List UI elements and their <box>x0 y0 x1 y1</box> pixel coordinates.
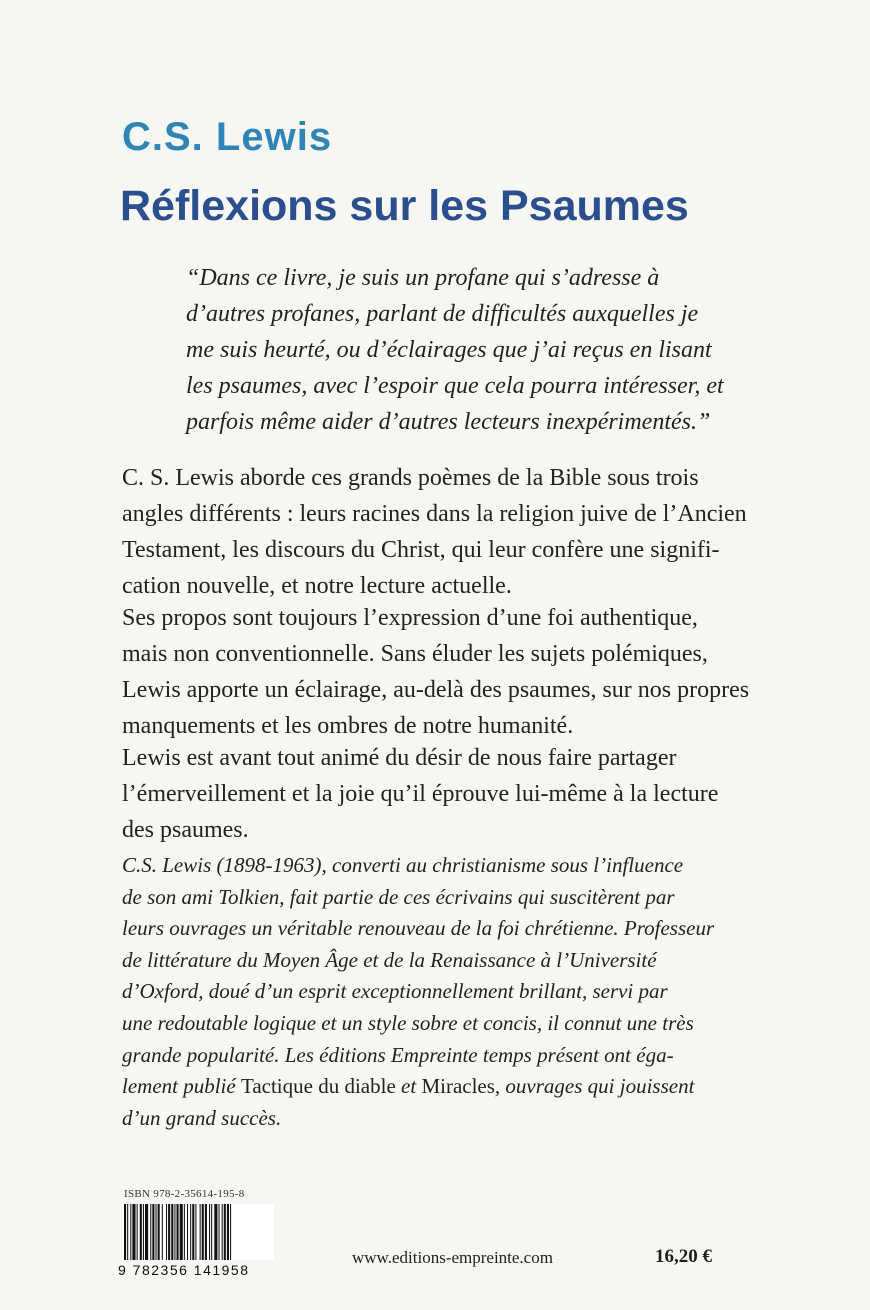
bio-line: leurs ouvrages un véritable renouveau de la foi chrétienne. Professeur <box>122 916 715 941</box>
bio-line <box>122 1071 752 1103</box>
author-quote <box>186 260 746 440</box>
text-line: C. S. Lewis aborde ces grands poèmes de la Bible sous trois <box>122 465 699 491</box>
author-biography <box>122 850 752 1134</box>
description-paragraph-3 <box>122 740 746 848</box>
barcode-bar <box>132 1204 135 1260</box>
barcode-bar <box>124 1204 126 1260</box>
bio-line: de littérature du Moyen Âge et de la Renaissance à l’Université <box>122 947 657 972</box>
barcode-bar <box>190 1204 191 1260</box>
quote-line: me suis heurté, ou d’éclairages que j’ai reçus en lisant <box>186 337 712 363</box>
bio-text: et <box>395 1074 422 1099</box>
barcode-bar <box>224 1204 226 1260</box>
barcode-bar <box>150 1204 151 1260</box>
isbn-label: ISBN 978-2-35614-195-8 <box>124 1188 245 1200</box>
text-line: l’émerveillement et la joie qu’il éprouve lui-même à la lecture <box>122 781 719 807</box>
bio-text: , ouvrages qui jouissent <box>494 1074 695 1099</box>
barcode-bar <box>209 1204 210 1260</box>
barcode-bar <box>162 1204 163 1260</box>
barcode-bar <box>222 1204 223 1260</box>
barcode-bar <box>174 1204 175 1260</box>
barcode-bars <box>122 1204 274 1260</box>
description-paragraph-1 <box>122 460 746 604</box>
book-title-reference: Tactique du diable <box>240 1074 396 1099</box>
bio-text: lement publié <box>122 1074 241 1099</box>
barcode-bar <box>214 1204 217 1260</box>
quote-line: parfois même aider d’autres lecteurs inexpérimentés.” <box>186 409 711 435</box>
author-name: C.S. Lewis <box>122 115 333 159</box>
publisher-website[interactable]: www.editions-empreinte.com <box>352 1248 553 1267</box>
barcode-bar <box>184 1204 185 1260</box>
quote-line: les psaumes, avec l’espoir que cela pourra intéresser, et <box>186 373 724 399</box>
text-line: Testament, les discours du Christ, qui leur confère une signifi- <box>122 537 720 563</box>
barcode-bar <box>137 1204 138 1260</box>
barcode-bar <box>168 1204 170 1260</box>
barcode-bar <box>152 1204 154 1260</box>
barcode-bar <box>166 1204 167 1260</box>
barcode-bar <box>211 1204 212 1260</box>
barcode-bar <box>219 1204 220 1260</box>
bio-line: grande popularité. Les éditions Empreinte temps présent ont éga- <box>122 1042 674 1067</box>
text-line: manquements et les ombres de notre humanité. <box>122 713 574 739</box>
barcode-bar <box>230 1204 231 1260</box>
text-line: des psaumes. <box>122 817 249 843</box>
text-line: Lewis est avant tout animé du désir de nous faire partager <box>122 745 677 771</box>
text-line: Ses propos sont toujours l’expression d’une foi authentique, <box>122 605 698 631</box>
barcode-bar <box>130 1204 131 1260</box>
bio-line: C.S. Lewis (1898-1963), converti au christianisme sous l’influence <box>122 853 684 877</box>
text-line: cation nouvelle, et notre lecture actuelle. <box>122 573 512 599</box>
bio-line: d’Oxford, doué d’un esprit exceptionnellement brillant, servi par <box>122 979 668 1004</box>
barcode-bar <box>202 1204 204 1260</box>
barcode-bar <box>140 1204 142 1260</box>
barcode-digits: 9 782356 141958 <box>118 1262 250 1278</box>
quote-line: “Dans ce livre, je suis un profane qui s’adresse à <box>186 265 660 291</box>
barcode-bar <box>200 1204 201 1260</box>
barcode-bar <box>156 1204 157 1260</box>
barcode-bar <box>145 1204 148 1260</box>
barcode-bar <box>180 1204 183 1260</box>
barcode-bar <box>171 1204 173 1260</box>
text-line: mais non conventionnelle. Sans éluder les sujets polémiques, <box>122 641 708 667</box>
barcode <box>122 1204 274 1260</box>
barcode-bar <box>205 1204 207 1260</box>
barcode-bar <box>187 1204 188 1260</box>
text-line: angles différents : leurs racines dans la religion juive de l’Ancien <box>122 501 747 527</box>
barcode-bar <box>143 1204 144 1260</box>
barcode-bar <box>158 1204 160 1260</box>
barcode-bar <box>227 1204 229 1260</box>
bio-line: de son ami Tolkien, fait partie de ces écrivains qui suscitèrent par <box>122 884 675 909</box>
book-title-reference: Miracles <box>421 1074 495 1099</box>
bio-line: d’un grand succès. <box>122 1105 282 1130</box>
book-title: Réflexions sur les Psaumes <box>120 182 689 230</box>
barcode-bar <box>195 1204 196 1260</box>
price: 16,20 € <box>655 1246 712 1267</box>
description-paragraph-2 <box>122 600 750 744</box>
barcode-bar <box>177 1204 179 1260</box>
barcode-bar <box>127 1204 128 1260</box>
text-line: Lewis apporte un éclairage, au-delà des psaumes, sur nos propres <box>122 677 750 703</box>
barcode-bar <box>192 1204 194 1260</box>
bio-line: une redoutable logique et un style sobre et concis, il connut une très <box>122 1010 694 1035</box>
quote-line: d’autres profanes, parlant de difficultés auxquelles je <box>186 301 699 327</box>
